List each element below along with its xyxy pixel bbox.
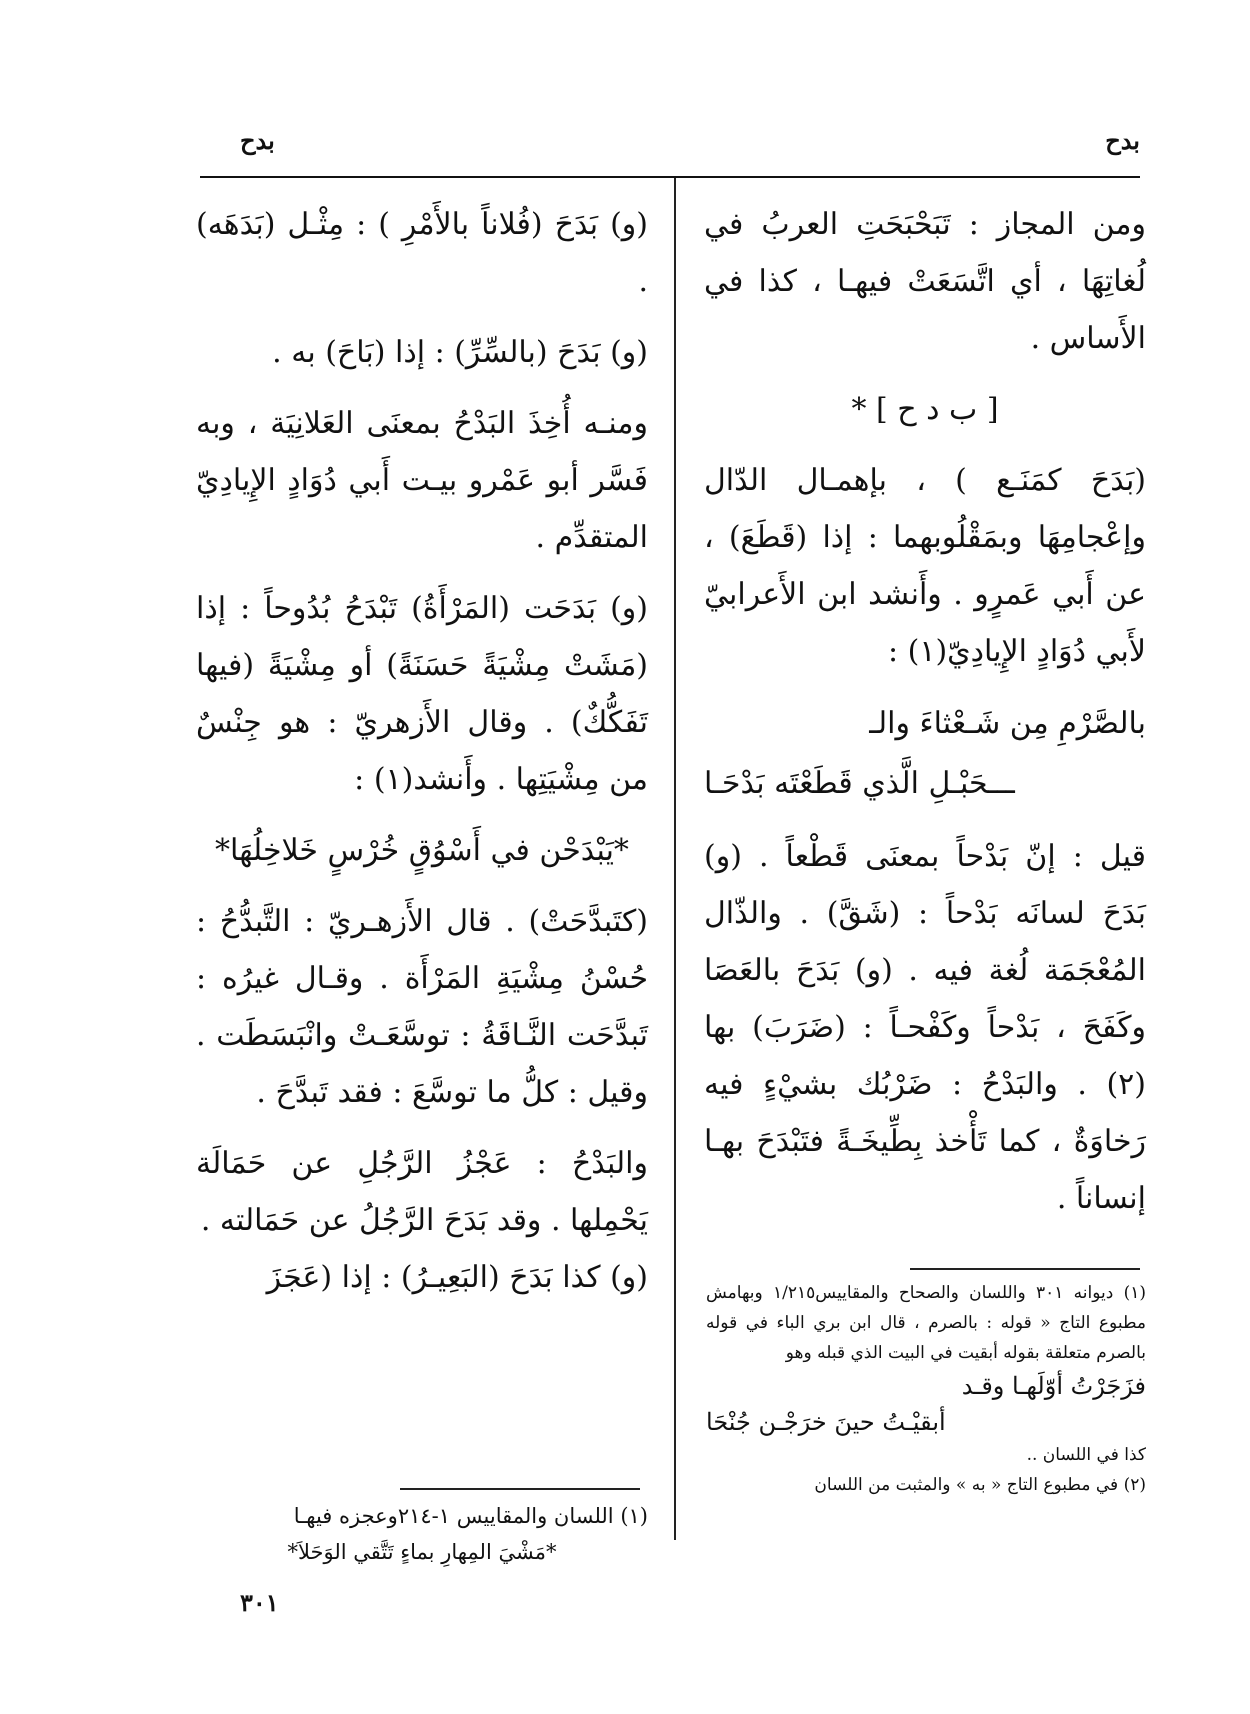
right-verse-first-half: بالصَّرْمِ مِن شَـعْثاءَ والـ	[869, 706, 1146, 741]
footnote-left-verse: *مَشْيَ المِهارِ بماءٍ تَتَّقي الوَحَلاَ*	[287, 1540, 557, 1564]
right-paragraph-1: ومن المجاز : تَبَحْبَحَتِ العربُ في لُغاتِهَا ، أي اتَّسَعَتْ فيهـا ، كذا في الأَساس .	[704, 207, 1146, 356]
footnote-rule-left	[400, 1488, 640, 1490]
running-header-right: بدح	[1105, 126, 1140, 155]
left-paragraph-1: (و) بَدَحَ (فُلاناً بالأَمْرِ ) : مِثْـل (بَدَهَه) .	[196, 207, 648, 299]
right-column	[704, 196, 1146, 1241]
footnote-right-1: (١) ديوانه ٣٠١ واللسان والصحاح والمقاييس١/٢١٥ وبهامش مطبوع التاج « قوله : بالصرم ، قال ابن بري الباء في قوله بالصرم متعلقة بقوله أبقيت في البيت الذي قبله وهو	[706, 1283, 1147, 1363]
column-divider	[674, 178, 676, 1540]
page-number: ٣٠١	[240, 1588, 279, 1617]
right-verse-second-half: ـــحَبْـلِ الَّذي قَطَعْتَه بَدْحَـا	[704, 766, 1015, 801]
right-paragraph-3: قيل : إنّ بَدْحاً بمعنَى قَطْعاً . (و) بَدَحَ لسانَه بَدْحاً : (شَقَّ) . والذّال المُعْجَمَة لُغة فيه . (و) بَدَحَ بالعَصَا وكَفَحَ ، بَدْحاً وكَفْحـاً : (ضَرَبَ) بها (٢) . والبَدْحُ : ضَرْبُك بشيْءٍ فيه رَخاوَةٌ ، كما تَأْخذ بِطِّيخَـةً فتَبْدَحَ بهـا إنساناً .	[704, 839, 1146, 1216]
footnotes-right	[706, 1278, 1146, 1500]
footnote-left-1: (١) اللسان والمقاييس ١-٢١٤وعجزه فيهـا	[293, 1504, 648, 1528]
footnote-right-verse-b: أبقيْـتُ حينَ خرَجْـن جُنْحَا	[706, 1408, 946, 1436]
left-paragraph-3: ومنـه أُخِذَ البَدْحُ بمعنَى العَلانِيَة ، وبه فَسَّر أبو عَمْرو بيـت أَبي دُوَادٍ الإِيادِيّ المتقدِّم .	[196, 406, 648, 555]
left-paragraph-4: (و) بَدَحَت (المَرْأَةُ) تَبْدَحُ بُدُوحاً : إذا (مَشَتْ مِشْيَةً حَسَنَةً) أو مِشْيَةً (فيها تَفَكُّكٌ) . وقال الأَزهريّ : هو جِنْسٌ من مِشْيَتِها . وأَنشد(١) :	[196, 591, 648, 797]
footnotes-left	[196, 1498, 648, 1570]
header-rule	[200, 176, 1140, 178]
footnote-right-verse-a: فزَجَرْتُ أوّلَهـا وقـد	[961, 1372, 1146, 1400]
right-paragraph-2: (بَدَحَ كمَنَـع ) ، بإهمـال الدّال وإعْجامِهَا وبمَقْلُوبهما : إذا (قَطَعَ) ، عن أَبي عَمرٍو . وأَنشد ابن الأَعرابيّ لأَبي دُوَادٍ الإِيادِيّ(١) :	[704, 463, 1146, 669]
footnote-right-1-end: كذا في اللسان ..	[1026, 1445, 1146, 1465]
left-paragraph-2: (و) بَدَحَ (بالسِّرِّ) : إذا (بَاحَ) به .	[272, 335, 648, 370]
entry-heading: [ ب د ح ] *	[851, 392, 999, 427]
footnote-rule-right	[910, 1268, 1140, 1270]
left-column	[196, 196, 648, 1320]
running-header-left: بدح	[240, 126, 275, 155]
left-verse: *يَبْدَحْن في أَسْوُقٍ خُرْسٍ خَلاخِلُهَا*	[215, 833, 629, 868]
left-paragraph-7: (و) كذا بَدَحَ (البَعِيـرُ) : إذا (عَجَزَ	[266, 1260, 648, 1295]
left-paragraph-5: (كتَبدَّحَتْ) . قال الأَزهـريّ : التَّبدُّحُ : حُسْنُ مِشْيَةِ المَرْأَة . وقـال غيرُه : تَبدَّحَت النَّـاقَةُ : توسَّعَـتْ وانْبَسَطَت . وقيل : كلُّ ما توسَّعَ : فقد تَبدَّحَ .	[196, 904, 648, 1110]
footnote-right-2: (٢) في مطبوع التاج « به » والمثبت من اللسان	[814, 1475, 1146, 1495]
left-paragraph-6: والبَدْحُ : عَجْزُ الرَّجُلِ عن حَمَالَة يَحْمِلها . وقد بَدَحَ الرَّجُلُ عن حَمَالته .	[196, 1146, 648, 1238]
